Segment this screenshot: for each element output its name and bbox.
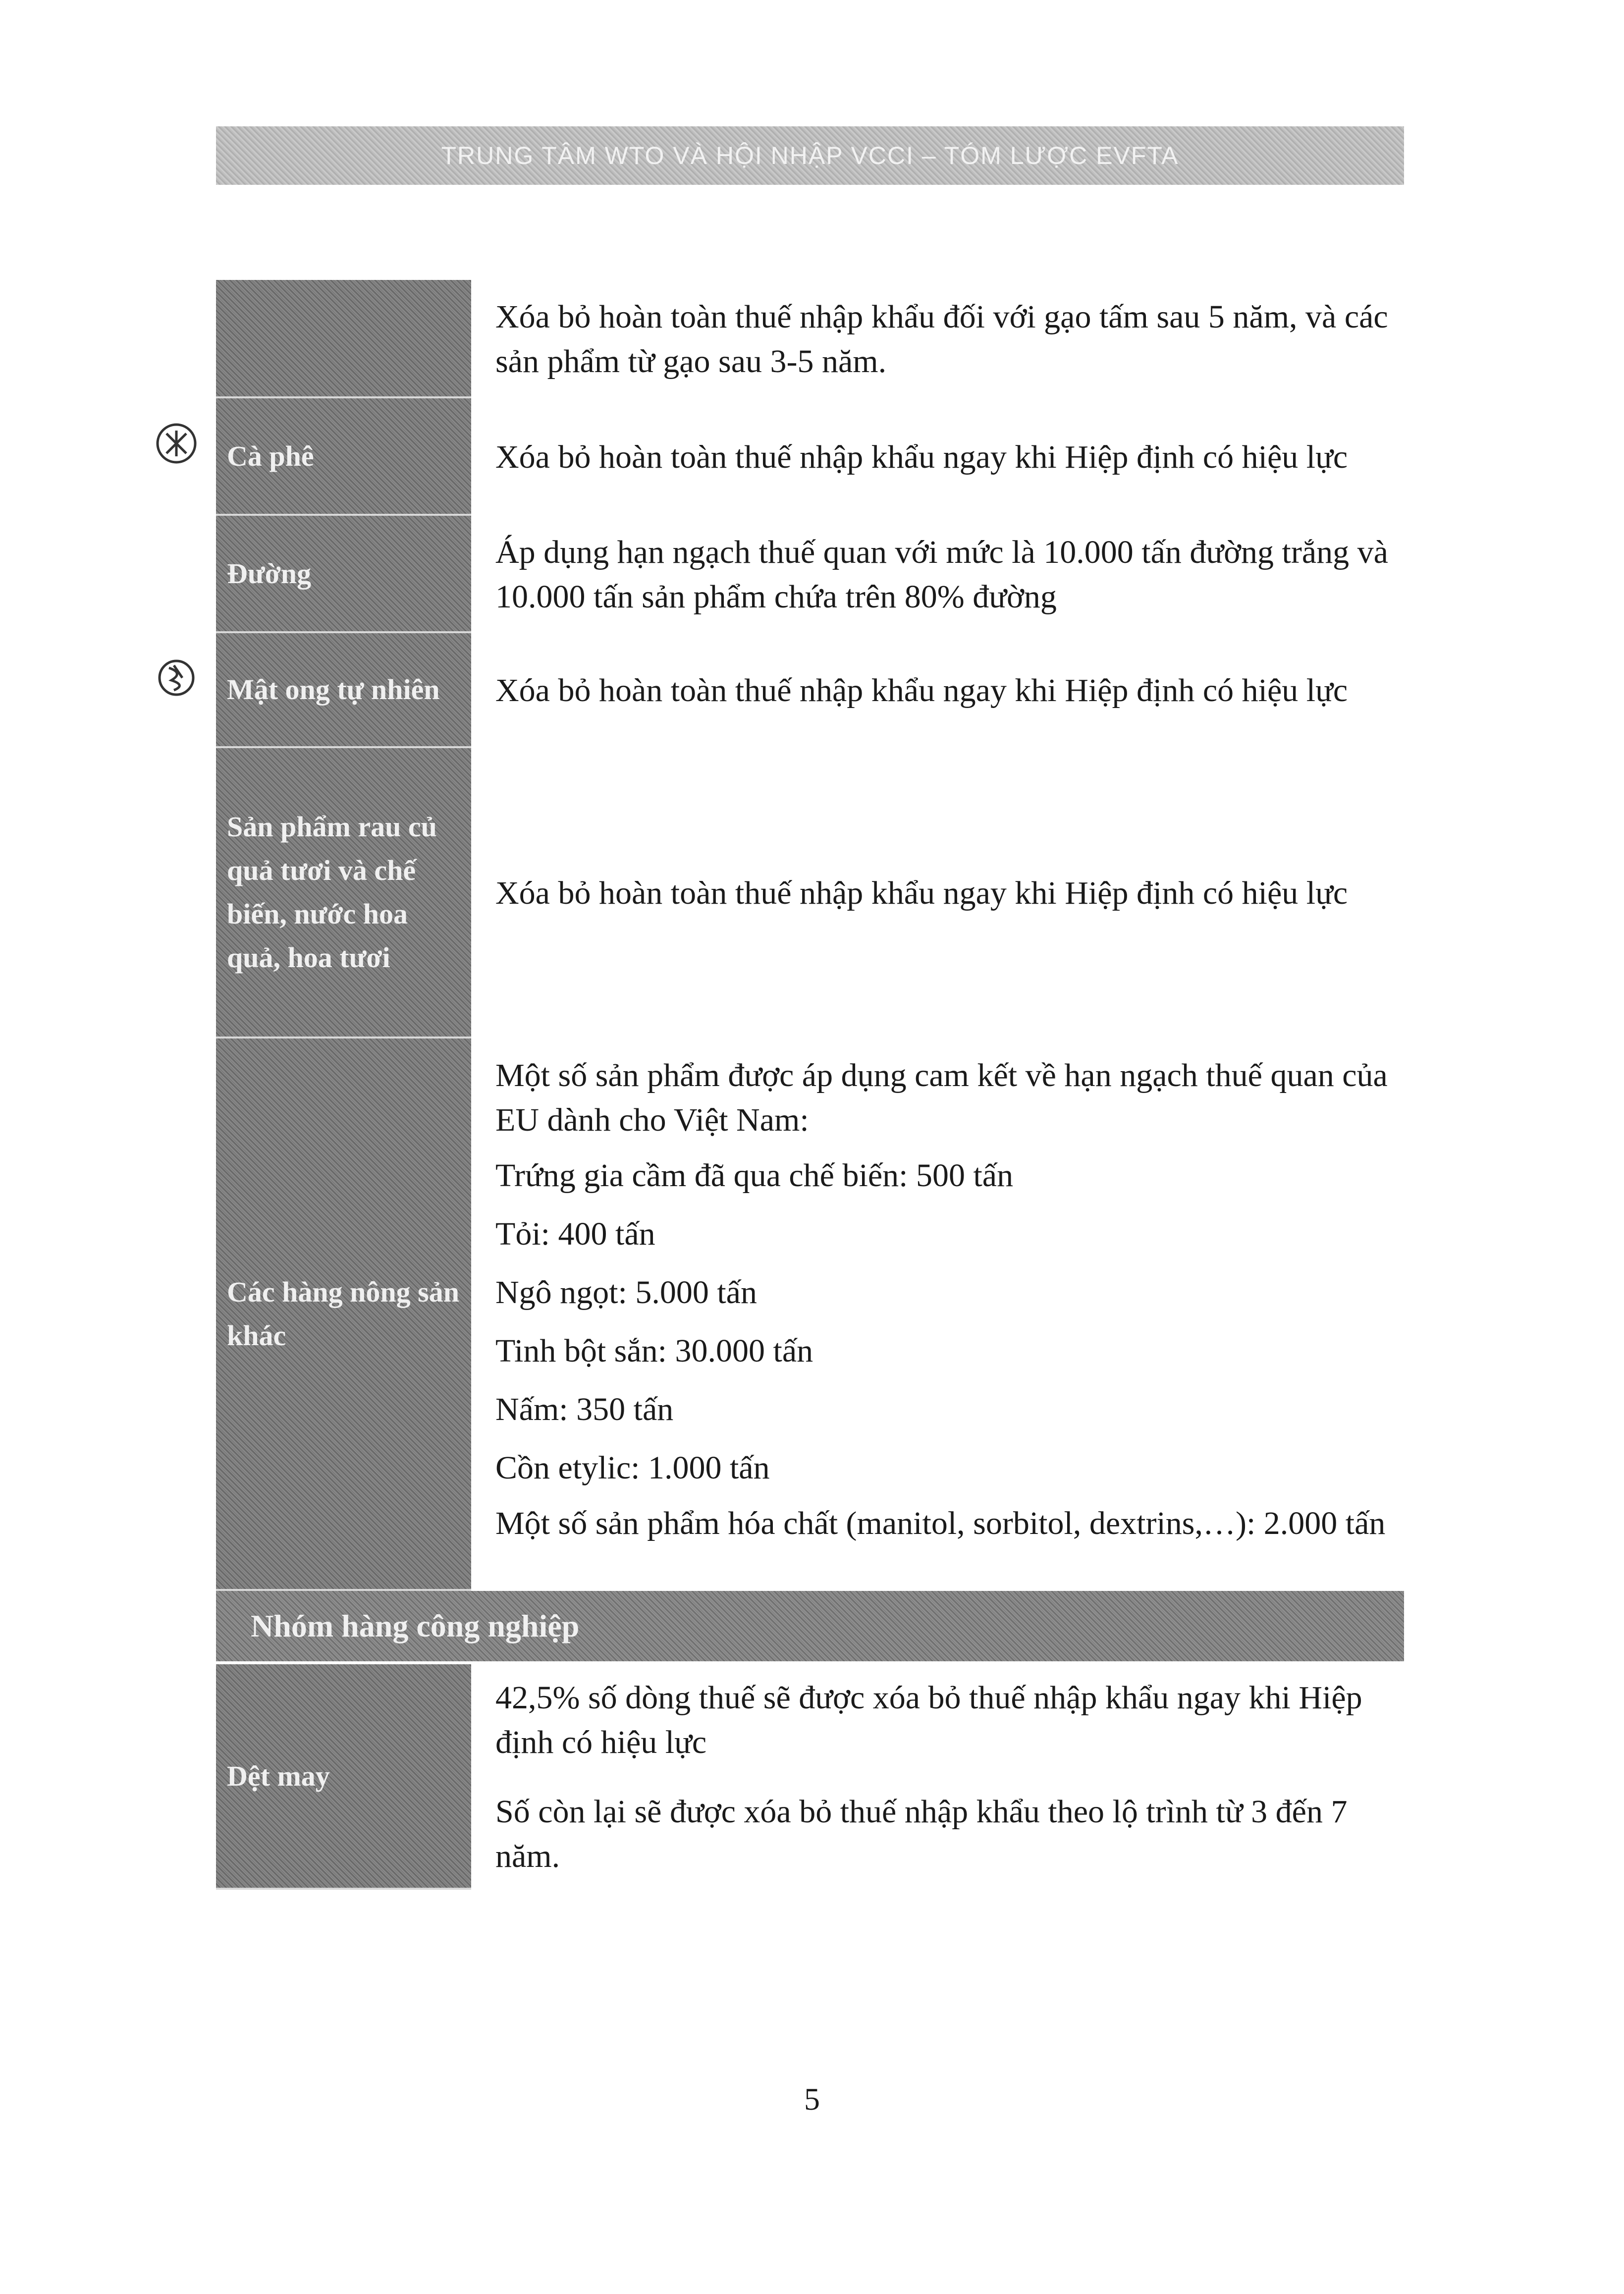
content-line: Xóa bỏ hoàn toàn thuế nhập khẩu ngay khi Hiệp định có hiệu lực: [495, 875, 1348, 911]
commitments-table: [216, 280, 1404, 1890]
content-line: Cồn etylic: 1.000 tấn: [495, 1450, 770, 1486]
content-line: Áp dụng hạn ngạch thuế quan với mức là 10.000 tấn đường trắng và 10.000 tấn sản phẩm chứa trên 80% đường: [495, 534, 1388, 615]
row-category: Các hàng nông sản khác: [216, 1038, 471, 1591]
content-line: Một số sản phẩm hóa chất (manitol, sorbitol, dextrins,…): 2.000 tấn: [495, 1505, 1386, 1541]
section-header: [216, 1591, 1404, 1664]
table-row: [216, 398, 1404, 516]
row-category: [216, 280, 471, 398]
row-content: [471, 280, 1404, 398]
row-content: [471, 633, 1404, 748]
table-row: [216, 280, 1404, 398]
circled-scribble-mark-icon: [152, 653, 201, 703]
content-line: Tinh bột sắn: 30.000 tấn: [495, 1333, 813, 1369]
content-line: Số còn lại sẽ được xóa bỏ thuế nhập khẩu theo lộ trình từ 3 đến 7 năm.: [495, 1793, 1348, 1874]
row-content: [471, 398, 1404, 516]
section-title: Nhóm hàng công nghiệp: [251, 1608, 580, 1643]
row-content: [471, 1664, 1404, 1890]
row-category: Đường: [216, 516, 471, 633]
content-line: Xóa bỏ hoàn toàn thuế nhập khẩu ngay khi Hiệp định có hiệu lực: [495, 438, 1348, 475]
row-content: [471, 516, 1404, 633]
table-row: [216, 1038, 1404, 1591]
table-row: [216, 516, 1404, 633]
content-line: Ngô ngọt: 5.000 tấn: [495, 1274, 757, 1311]
content-line: Xóa bỏ hoàn toàn thuế nhập khẩu đối với gạo tấm sau 5 năm, và các sản phẩm từ gạo sau 3-5 năm.: [495, 298, 1388, 380]
header-banner-text: TRUNG TÂM WTO VÀ HỘI NHẬP VCCI – TÓM LƯỢC EVFTA: [441, 142, 1179, 169]
table-row: [216, 748, 1404, 1038]
row-category: Dệt may: [216, 1664, 471, 1890]
row-category: Cà phê: [216, 398, 471, 516]
row-category: Sản phẩm rau củ quả tươi và chế biến, nước hoa quả, hoa tươi: [216, 748, 471, 1038]
content-line: 42,5% số dòng thuế sẽ được xóa bỏ thuế nhập khẩu ngay khi Hiệp định có hiệu lực: [495, 1679, 1362, 1760]
content-line: Một số sản phẩm được áp dụng cam kết về hạn ngạch thuế quan của EU dành cho Việt Nam:: [495, 1057, 1388, 1138]
circled-asterisk-mark-icon: [152, 419, 201, 468]
content-line: Trứng gia cầm đã qua chế biến: 500 tấn: [495, 1157, 1014, 1194]
content-line: Tỏi: 400 tấn: [495, 1216, 655, 1252]
content-line: Nấm: 350 tấn: [495, 1391, 674, 1427]
table-row: [216, 633, 1404, 748]
header-banner: [216, 126, 1404, 185]
row-content: [471, 1038, 1404, 1591]
row-category: Mật ong tự nhiên: [216, 633, 471, 748]
table-row: [216, 1664, 1404, 1890]
page-number: 5: [804, 2081, 820, 2117]
row-content: [471, 748, 1404, 1038]
content-line: Xóa bỏ hoàn toàn thuế nhập khẩu ngay khi Hiệp định có hiệu lực: [495, 672, 1348, 709]
